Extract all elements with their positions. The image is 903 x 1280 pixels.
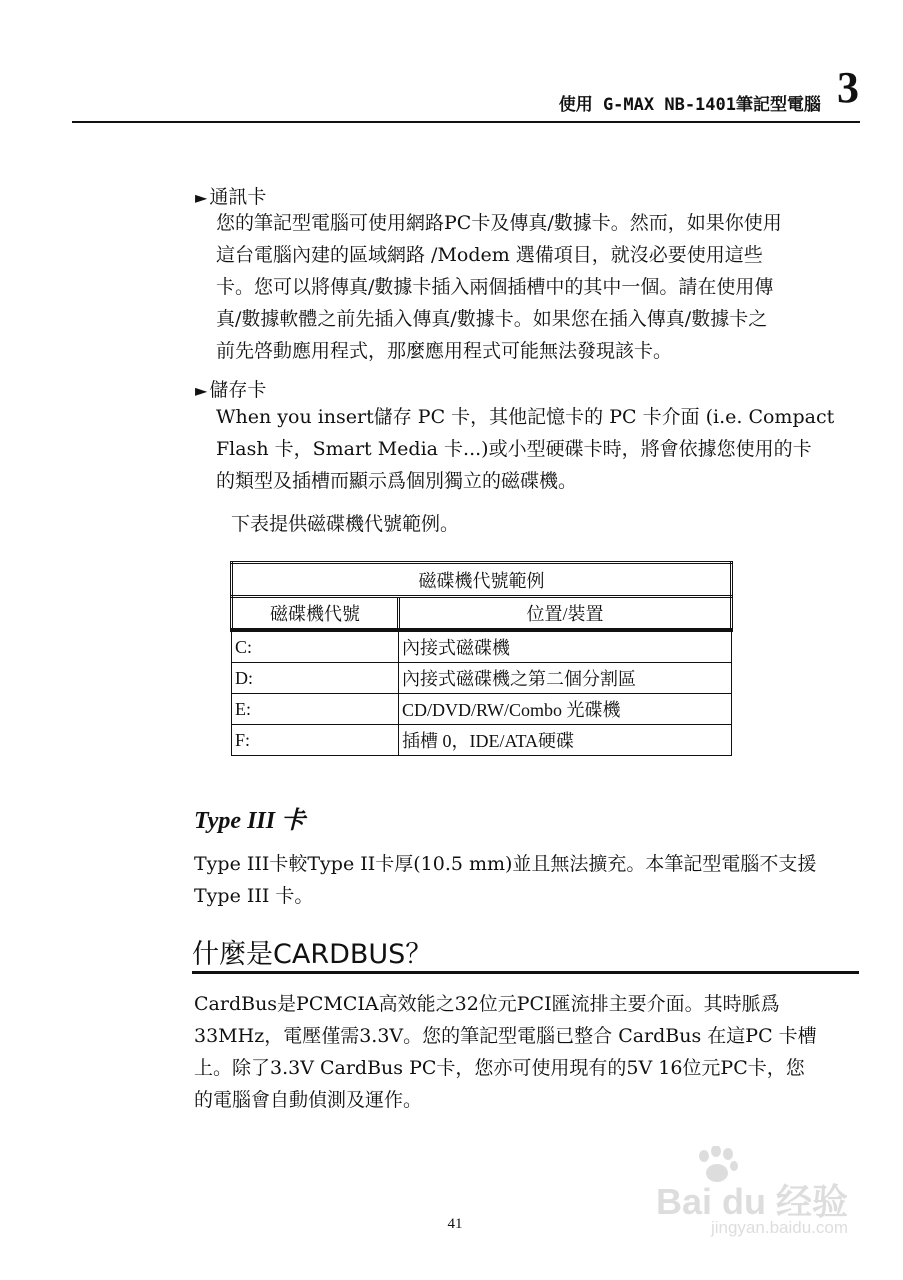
watermark <box>638 1146 848 1246</box>
paragraph-line: Type III 卡。 <box>194 885 314 907</box>
chapter-number: 3 <box>837 63 859 112</box>
table-cell-location: 插槽 0，IDE/ATA硬碟 <box>399 725 732 756</box>
paragraph-line: 真/數據軟體之前先插入傳真/數據卡。如果您在插入傳真/數據卡之 <box>216 308 768 330</box>
table-row <box>232 725 732 756</box>
bullet-arrow-icon: ► <box>195 381 208 400</box>
table-cell-drive: D: <box>232 663 399 694</box>
paragraph-line: 的類型及插槽而顯示爲個別獨立的磁碟機。 <box>216 470 578 492</box>
header-title: 使用 G-MAX NB-1401筆記型電腦 <box>558 95 821 115</box>
table-cell-drive: C: <box>232 630 399 663</box>
table-cell-location: CD/DVD/RW/Combo 光碟機 <box>399 694 732 725</box>
column-header-location: 位置/裝置 <box>399 597 732 631</box>
comm-card-paragraph <box>216 207 866 367</box>
table-cell-location: 內接式磁碟機 <box>399 630 732 663</box>
bullet-arrow-icon: ► <box>195 188 208 207</box>
paragraph-line: CardBus是PCMCIA高效能之32位元PCI匯流排主要介面。其時脈爲 <box>194 993 780 1015</box>
paragraph-line: 上。除了3.3V CardBus PC卡，您亦可使用現有的5V 16位元PC卡，您 <box>194 1057 805 1079</box>
header-rule <box>72 121 860 123</box>
type3-heading: Type III 卡 <box>194 808 306 834</box>
type3-paragraph <box>194 848 874 912</box>
watermark-brand: Bai du 经验 <box>655 1181 848 1222</box>
paragraph-line: 您的筆記型電腦可使用網路PC卡及傳真/數據卡。然而，如果你使用 <box>216 212 782 234</box>
paragraph-line: 卡。您可以將傳真/數據卡插入兩個插槽中的其中一個。請在使用傳 <box>216 276 774 298</box>
paw-logo-icon <box>694 1146 742 1186</box>
table-row <box>232 663 732 694</box>
comm-card-heading-text: 通訊卡 <box>209 186 267 208</box>
storage-card-heading <box>195 375 266 402</box>
paragraph-line: 前先啓動應用程式，那麼應用程式可能無法發現該卡。 <box>216 340 673 362</box>
cardbus-paragraph <box>194 988 874 1116</box>
table-title: 磁碟機代號範例 <box>232 563 732 597</box>
column-header-drive: 磁碟機代號 <box>232 597 399 631</box>
paragraph-line: 33MHz，電壓僅需3.3V。您的筆記型電腦已整合 CardBus 在這PC 卡槽 <box>194 1025 817 1047</box>
table-cell-location: 內接式磁碟機之第二個分割區 <box>399 663 732 694</box>
paragraph-line: 這台電腦內建的區域網路 /Modem 選備項目，就沒必要使用這些 <box>216 244 763 266</box>
paragraph-line: 的電腦會自動偵測及運作。 <box>194 1089 423 1111</box>
cardbus-heading: 什麼是CARDBUS？ <box>192 939 433 970</box>
paragraph-line: Flash 卡，Smart Media 卡...)或小型硬碟卡時，將會依據您使用的卡 <box>216 438 812 460</box>
paragraph-line: When you insert儲存 PC 卡，其他記憶卡的 PC 卡介面 (i.e. Compact <box>216 406 835 428</box>
paragraph-line: Type III卡較Type II卡厚(10.5 mm)並且無法擴充。本筆記型電腦不支援 <box>194 853 817 875</box>
page-header <box>0 0 903 124</box>
table-cell-drive: E: <box>232 694 399 725</box>
table-row <box>232 630 732 663</box>
table-caption: 下表提供磁碟機代號範例。 <box>231 513 460 535</box>
comm-card-heading <box>195 182 266 209</box>
table-row <box>232 694 732 725</box>
section-rule <box>192 971 859 974</box>
storage-card-paragraph <box>216 401 866 497</box>
page-number: 41 <box>447 1216 463 1232</box>
drive-letter-table <box>230 561 733 756</box>
table-cell-drive: F: <box>232 725 399 756</box>
watermark-url: jingyan.baidu.com <box>710 1218 848 1237</box>
storage-card-heading-text: 儲存卡 <box>209 379 267 401</box>
